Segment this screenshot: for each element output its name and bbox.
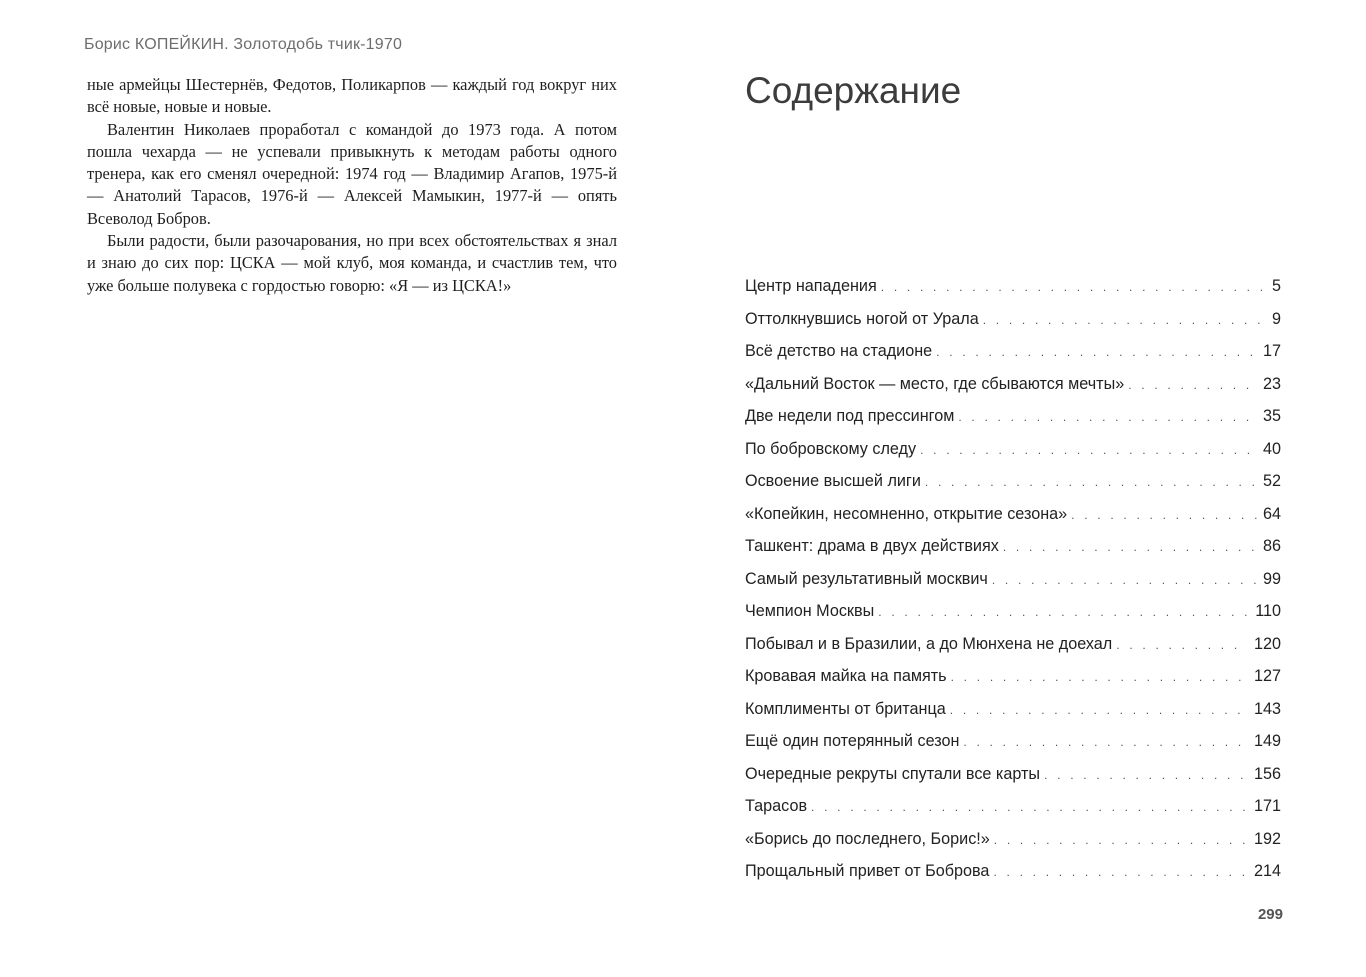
- toc-entry-page: 149: [1253, 732, 1281, 750]
- page-number: 299: [1257, 906, 1283, 923]
- toc-entry-title: Тарасов: [745, 797, 808, 815]
- toc-entry-page: 192: [1253, 829, 1281, 848]
- toc-dot-leader: [878, 596, 1249, 628]
- toc-entry-title: Кровавая майка на память: [745, 667, 947, 685]
- toc-dot-leader: [936, 336, 1257, 368]
- toc-entry[interactable]: [745, 823, 1281, 856]
- toc-entry-page: 40: [1262, 439, 1281, 458]
- toc-dot-leader: [925, 466, 1257, 498]
- toc-dot-leader: [950, 694, 1248, 726]
- body-text: [87, 74, 617, 297]
- toc-dot-leader: [920, 434, 1257, 466]
- toc-entry-title: Комплименты от британца: [745, 699, 946, 718]
- toc-entry-page: 9: [1271, 309, 1281, 328]
- toc-entry[interactable]: [745, 563, 1281, 596]
- toc-entry-page: 120: [1253, 634, 1281, 653]
- toc-entry[interactable]: [745, 595, 1281, 628]
- toc-dot-leader: [1044, 759, 1248, 791]
- toc-entry-title: Центр нападения: [745, 277, 877, 295]
- toc-entry-page: 171: [1253, 797, 1281, 815]
- right-page: [683, 0, 1366, 977]
- toc-dot-leader: [983, 304, 1266, 336]
- toc-entry[interactable]: [745, 790, 1281, 823]
- toc-entry-page: 110: [1255, 602, 1281, 620]
- toc-dot-leader: [958, 401, 1257, 433]
- toc-entry-page: 17: [1262, 342, 1281, 360]
- toc-entry[interactable]: [745, 660, 1281, 693]
- toc-entry-title: Самый результативный москвич: [745, 569, 988, 588]
- toc-dot-leader: [881, 271, 1266, 303]
- toc-entry[interactable]: [745, 855, 1281, 888]
- toc-dot-leader: [993, 856, 1248, 888]
- toc-entry-title: Ташкент: драма в двух действиях: [745, 537, 999, 555]
- toc-entry-title: «Борись до последнего, Борис!»: [745, 829, 990, 848]
- toc-entry-title: Всё детство на стадионе: [745, 342, 933, 360]
- toc-entry[interactable]: [745, 725, 1281, 758]
- toc-entry[interactable]: [745, 335, 1281, 368]
- running-head: Борис КОПЕЙКИН. Золотодобь тчик-1970: [84, 36, 403, 53]
- toc-entry[interactable]: [745, 400, 1281, 433]
- toc-dot-leader: [811, 791, 1248, 823]
- toc-entry-page: 214: [1253, 862, 1281, 880]
- toc-entry[interactable]: [745, 270, 1281, 303]
- toc-entry-page: 156: [1253, 764, 1281, 783]
- toc-entry[interactable]: [745, 628, 1281, 661]
- toc-dot-leader: [992, 564, 1257, 596]
- toc-entry-page: 23: [1262, 374, 1281, 393]
- paragraph: Валентин Николаев проработал с командой до 1973 года. А потом пошла чехарда — не успевали привыкнуть к методам работы одного тренера, как его сменял очередной: 1974 год — Владимир Агапов, 1975-й — Анатолий Тарасов, 1976-й — Алексей Мамыкин, 1977-й — опять Всеволод Бобров.: [87, 119, 617, 228]
- toc-entry-title: Прощальный привет от Боброва: [745, 862, 990, 880]
- toc-dot-leader: [1003, 531, 1257, 563]
- paragraph: Были радости, были разочарования, но при всех обстоятельствах я знал и знаю до сих пор: ЦСКА — мой клуб, моя команда, и счастлив тем, что уже больше полувека с гордостью говорю: «Я — из ЦСКА!»: [87, 231, 617, 295]
- toc-entry-title: «Дальний Восток — место, где сбываются мечты»: [745, 374, 1125, 393]
- toc-entry-title: Ещё один потерянный сезон: [745, 732, 960, 750]
- toc-entry-page: 64: [1262, 504, 1281, 523]
- toc-dot-leader: [994, 824, 1248, 856]
- toc-entry[interactable]: [745, 530, 1281, 563]
- toc-entry[interactable]: [745, 758, 1281, 791]
- toc-entry-page: 5: [1271, 277, 1281, 295]
- toc-dot-leader: [951, 661, 1248, 693]
- toc-dot-leader: [1071, 499, 1257, 531]
- paragraph: ные армейцы Шестернёв, Федотов, Поликарпов — каждый год вокруг них всё новые, новые и новые.: [87, 75, 617, 117]
- toc-entry-title: Очередные рекруты спутали все карты: [745, 764, 1041, 783]
- toc-entry-title: Побывал и в Бразилии, а до Мюнхена не доехал: [745, 634, 1113, 653]
- toc-entry-page: 127: [1253, 667, 1281, 685]
- toc-entry[interactable]: [745, 303, 1281, 336]
- toc-title: Содержание: [745, 70, 962, 111]
- toc-entry-page: 52: [1262, 472, 1281, 490]
- toc-entry-page: 86: [1262, 537, 1281, 555]
- toc-entry-page: 35: [1262, 407, 1281, 425]
- toc-entry[interactable]: [745, 693, 1281, 726]
- toc-dot-leader: [1116, 629, 1248, 661]
- toc-entry[interactable]: [745, 433, 1281, 466]
- toc-entry-title: «Копейкин, несомненно, открытие сезона»: [745, 504, 1068, 523]
- toc-entry[interactable]: [745, 465, 1281, 498]
- toc-entry-title: Чемпион Москвы: [745, 602, 875, 620]
- toc-entry-page: 99: [1262, 569, 1281, 588]
- toc-entry[interactable]: [745, 498, 1281, 531]
- toc-dot-leader: [1128, 369, 1257, 401]
- table-of-contents: [745, 270, 1281, 888]
- toc-dot-leader: [963, 726, 1248, 758]
- toc-entry-title: Освоение высшей лиги: [745, 472, 921, 490]
- toc-entry-page: 143: [1253, 699, 1281, 718]
- toc-entry-title: По бобровскому следу: [745, 439, 917, 458]
- toc-entry[interactable]: [745, 368, 1281, 401]
- toc-entry-title: Оттолкнувшись ногой от Урала: [745, 309, 979, 328]
- toc-entry-title: Две недели под прессингом: [745, 407, 955, 425]
